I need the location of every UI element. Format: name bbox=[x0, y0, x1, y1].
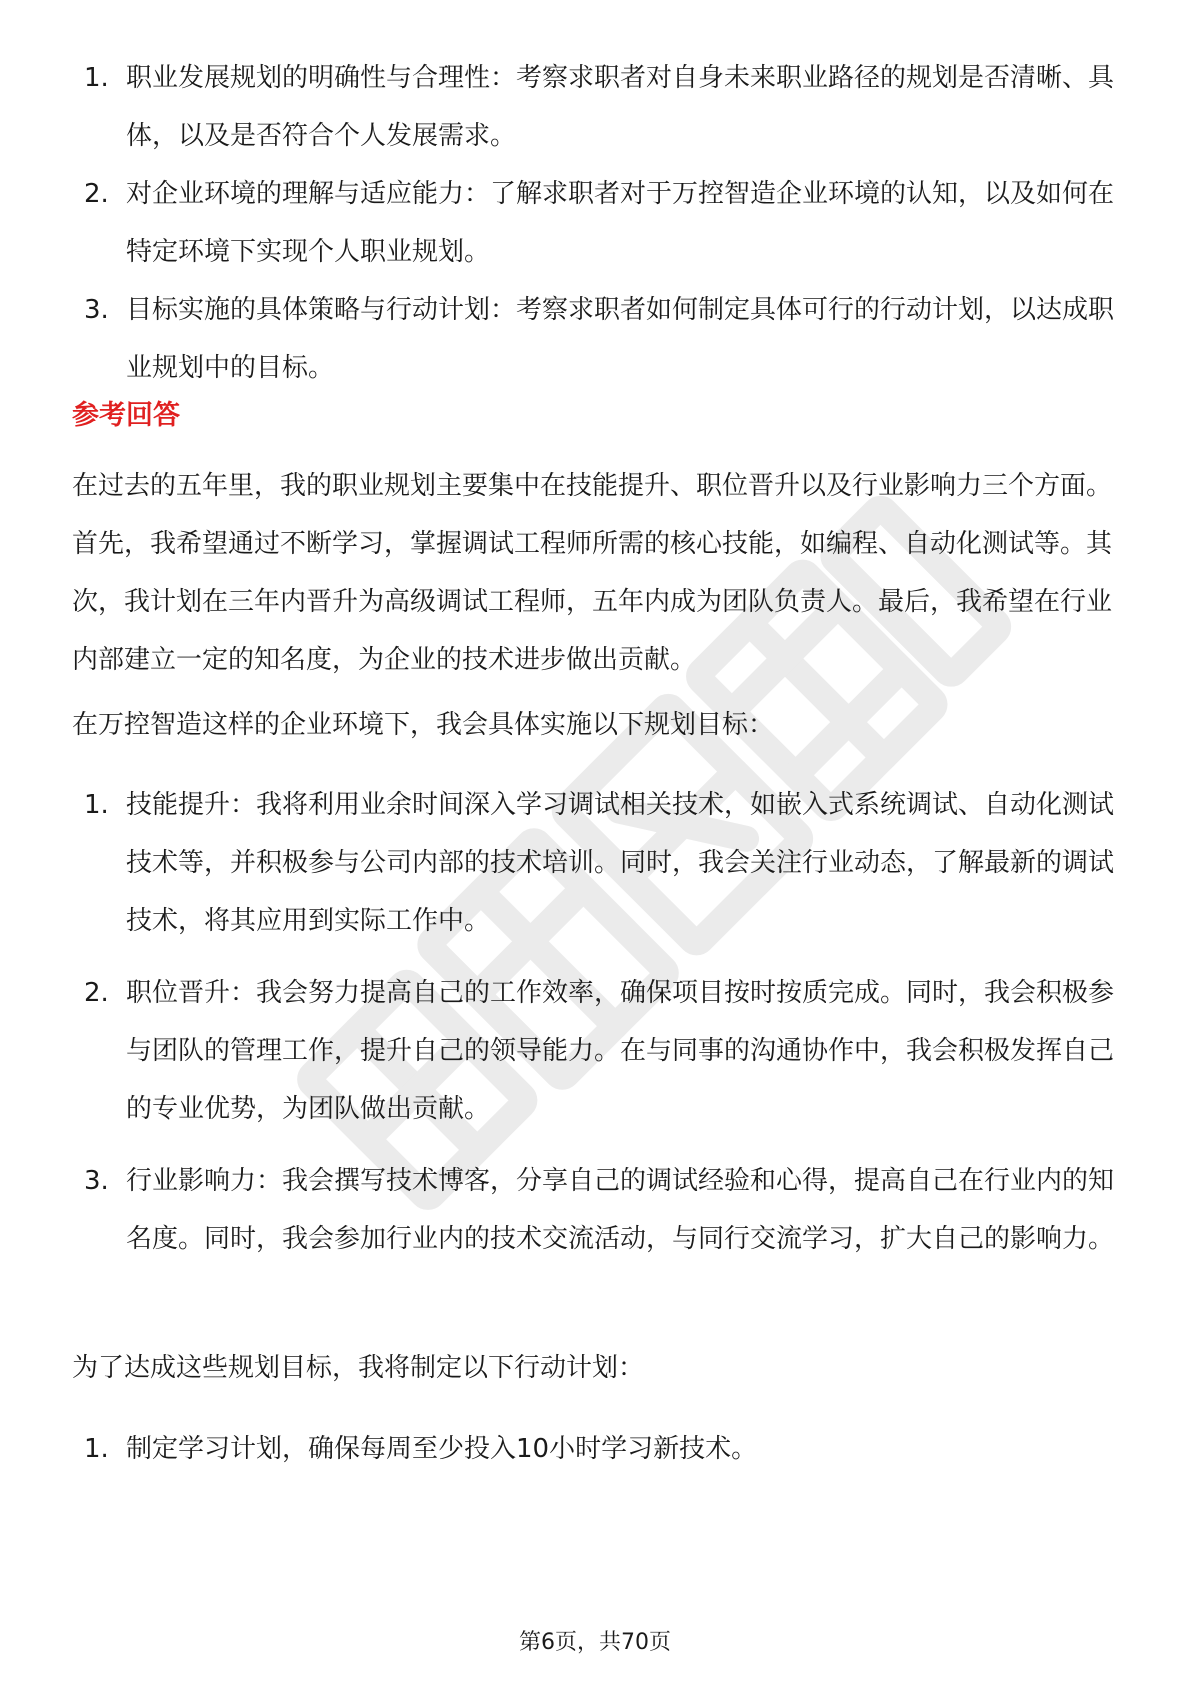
list-number: 2. bbox=[84, 179, 109, 209]
list-item-text: 对企业环境的理解与适应能力：了解求职者对于万控智造企业环境的认知，以及如何在特定环境下实现个人职业规划。 bbox=[126, 179, 1115, 267]
goals-list bbox=[84, 776, 1124, 1268]
goals-intro: 在万控智造这样的企业环境下，我会具体实施以下规划目标： bbox=[72, 710, 775, 740]
goal-item bbox=[84, 1152, 1124, 1268]
list-number: 3. bbox=[84, 295, 109, 325]
criteria-item bbox=[84, 49, 1124, 165]
list-item-text: 行业影响力：我会撰写技术博客，分享自己的调试经验和心得，提高自己在行业内的知名度。同时，我会参加行业内的技术交流活动，与同行交流学习，扩大自己的影响力。 bbox=[126, 1166, 1115, 1254]
goal-item bbox=[84, 776, 1124, 950]
list-number: 3. bbox=[84, 1166, 109, 1196]
list-number: 2. bbox=[84, 978, 109, 1008]
criteria-item bbox=[84, 281, 1124, 397]
intro-paragraph: 在过去的五年里，我的职业规划主要集中在技能提升、职位晋升以及行业影响力三个方面。首先，我希望通过不断学习，掌握调试工程师所需的核心技能，如编程、自动化测试等。其次，我计划在三年内晋升为高级调试工程师，五年内成为团队负责人。最后，我希望在行业内部建立一定的知名度，为企业的技术进步做出贡献。 bbox=[72, 471, 1113, 675]
list-item-text: 职业发展规划的明确性与合理性：考察求职者对自身未来职业路径的规划是否清晰、具体，以及是否符合个人发展需求。 bbox=[126, 63, 1115, 151]
evaluation-criteria-list bbox=[84, 49, 1124, 397]
goal-item bbox=[84, 964, 1124, 1138]
actions-list bbox=[84, 1420, 1124, 1478]
section-heading: 参考回答 bbox=[72, 400, 180, 431]
list-number: 1. bbox=[84, 790, 109, 820]
page-number-footer: 第6页，共70页 bbox=[519, 1630, 671, 1655]
list-number: 1. bbox=[84, 1434, 109, 1464]
list-item-text: 目标实施的具体策略与行动计划：考察求职者如何制定具体可行的行动计划，以达成职业规划中的目标。 bbox=[126, 295, 1115, 383]
action-item bbox=[84, 1420, 1124, 1478]
actions-intro: 为了达成这些规划目标，我将制定以下行动计划： bbox=[72, 1353, 645, 1383]
list-item-text: 职位晋升：我会努力提高自己的工作效率，确保项目按时按质完成。同时，我会积极参与团队的管理工作，提升自己的领导能力。在与同事的沟通协作中，我会积极发挥自己的专业优势，为团队做出贡献。 bbox=[126, 978, 1115, 1124]
list-item-text: 技能提升：我将利用业余时间深入学习调试相关技术，如嵌入式系统调试、自动化测试技术等，并积极参与公司内部的技术培训。同时，我会关注行业动态，了解最新的调试技术，将其应用到实际工作中。 bbox=[126, 790, 1115, 936]
list-item-text: 制定学习计划，确保每周至少投入10小时学习新技术。 bbox=[126, 1434, 758, 1464]
list-number: 1. bbox=[84, 63, 109, 93]
criteria-item bbox=[84, 165, 1124, 281]
